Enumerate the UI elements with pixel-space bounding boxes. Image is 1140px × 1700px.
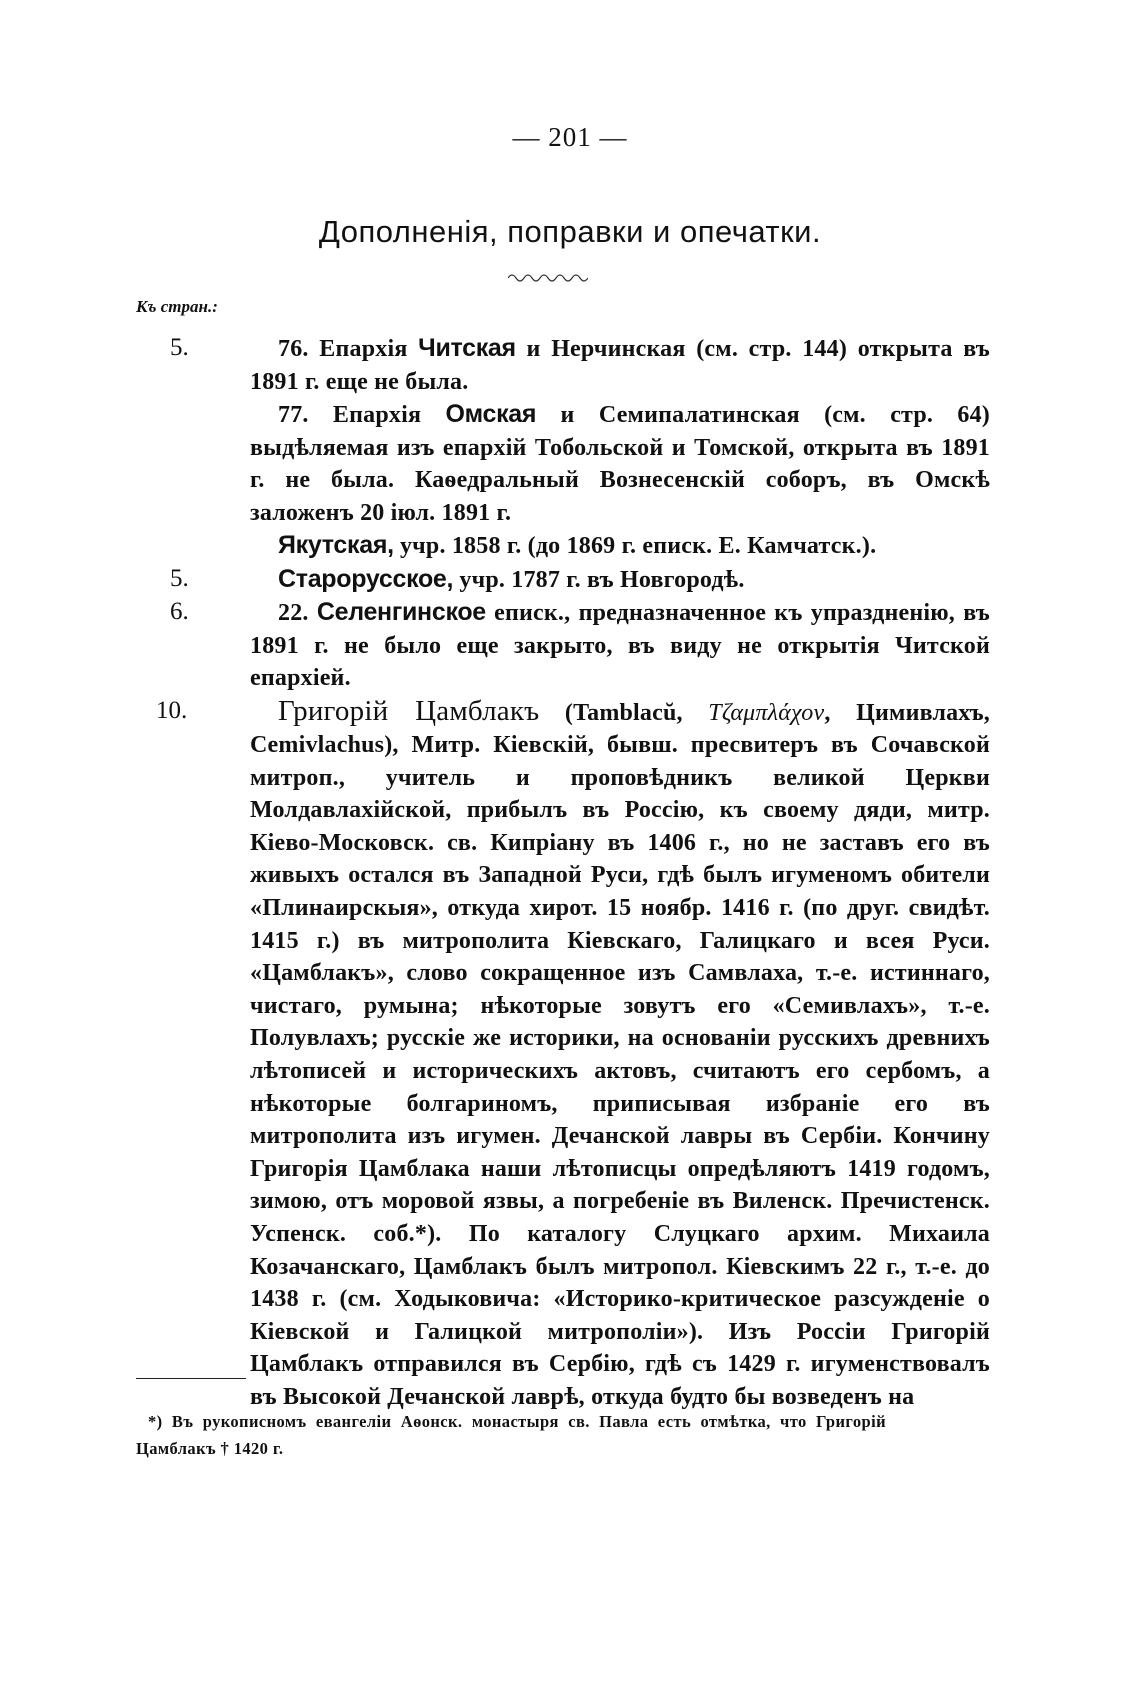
footnote: *) Въ рукописномъ евангеліи Аѳонск. монастыря св. Павла есть отмѣтка, что Григорій Цамблакъ † 1420 г. [136, 1412, 886, 1458]
corrections-list [150, 332, 990, 1414]
page-number-reference: 5. [170, 564, 189, 592]
correction-entry [150, 398, 990, 529]
diocese-name: Селенгинское [316, 598, 486, 626]
text-run: , Цимивлахъ, Cemivlachus), Митр. Кіевскій, бывш. пресвитеръ въ Сочавской митроп., учитель и проповѣдникъ великой Церкви Молдавлахійской, прибылъ въ Россію, къ своему дяди, митр. Кіево-Московск. св. Кипріану въ 1406 г., но не заставъ его въ живыхъ остался въ Западной Руси, гдѣ былъ игуменомъ обители «Плинаирскыя», откуда хирот. 15 ноябр. 1416 г. (по друг. свидѣт. 1415 г.) въ митрополита Кіевскаго, Галицкаго и всея Руси. «Цамблакъ», слово сокращенное изъ Самвлаха, т.-е. истиннаго, чистаго, румына; нѣкоторые зовутъ его «Семивлахъ», т.-е. Полувлахъ; русскіе же историки, на основаніи русскихъ древнихъ лѣтописей и историческихъ актовъ, считаютъ его сербомъ, а нѣкоторые болгариномъ, приписывая избраніе его въ митрополита изъ игумен. Дечанской лавры въ Сербіи. Кончину Григорія Цамблака наши лѣтописцы опредѣляютъ 1419 годомъ, зимою, отъ моровой язвы, а погребеніе въ Виленск. Пречистенск. Успенск. соб.*). По каталогу Слуцкаго архим. Михаила Козачанскаго, Цамблакъ былъ митропол. Кіевскимъ 22 г., т.-е. до 1438 г. (см. Ходыковича: «Историко-критическое разсужденіе о Кіевской и Галицкой митрополіи»). Изъ Россіи Григорій Цамблакъ отправился въ Сербію, гдѣ съ 1429 г. игуменствовалъ въ Высокой Дечанской лаврѣ, откуда будто бы возведенъ на [250, 699, 990, 1410]
correction-text [250, 332, 990, 398]
text-run: (Tamblacŭ, [539, 699, 709, 726]
greek-name: Τζαμπλάχον [708, 699, 825, 726]
text-run: еписк., предназначенное къ упраздненію, въ 1891 г. не было еще закрыто, въ виду не открытія Читской епархіей. [250, 600, 990, 691]
title-ornament-divider [508, 270, 588, 282]
footnote-rule [136, 1378, 246, 1379]
page-number-reference: 10. [156, 696, 188, 724]
text-run: 77. Епархія [278, 402, 446, 428]
page-number: — 201 — [512, 122, 628, 152]
text-run: учр. 1787 г. въ Новгородѣ. [453, 566, 745, 593]
diocese-name: Старорусское, [278, 564, 454, 593]
text-run: и Семипалатинская (см. стр. 64) выдѣляемая изъ епархій Тобольской и Томской, открыта въ 1891 г. не была. Каѳедральный Вознесенскій соборъ, въ Омскѣ заложенъ 20 іюл. 1891 г. [250, 402, 990, 526]
correction-entry [150, 529, 990, 563]
page-number-reference: 6. [170, 598, 189, 625]
correction-entry [150, 563, 990, 597]
correction-text [250, 529, 990, 563]
diocese-name: Якутская, [278, 531, 394, 559]
correction-text [250, 596, 990, 695]
page-title: Дополненія, поправки и опечатки. [318, 214, 822, 249]
page-number-reference: 5. [170, 334, 189, 361]
correction-entry [150, 332, 990, 398]
correction-entry [150, 596, 990, 695]
correction-text [250, 563, 990, 597]
correction-text [250, 695, 990, 1414]
text-run: учр. 1858 г. (до 1869 г. еписк. Е. Камчатск.). [393, 533, 877, 559]
correction-entry [150, 695, 990, 1414]
diocese-name: Читская [418, 334, 516, 362]
text-run: 22. [278, 600, 317, 626]
text-run: 76. Епархія [278, 336, 419, 362]
person-name: Григорій Цамблакъ [278, 694, 540, 727]
text-run: и Нерчинская (см. стр. 144) открыта въ 1891 г. еще не была. [250, 336, 990, 395]
diocese-name: Омская [445, 400, 537, 428]
correction-text [250, 398, 990, 529]
page-reference-label: Къ стран.: [136, 297, 218, 316]
